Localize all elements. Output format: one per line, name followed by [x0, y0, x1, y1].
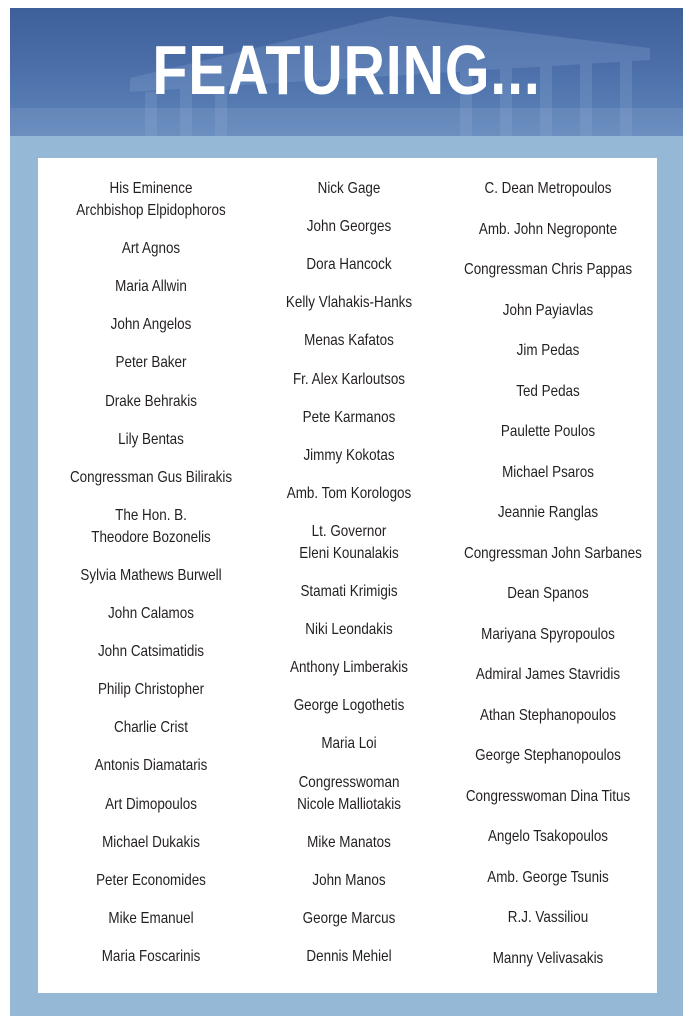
featured-name-line: Congresswoman [298, 773, 400, 791]
featured-name [68, 238, 234, 260]
featured-name [464, 340, 632, 362]
featured-name-line: Menas Kafatos [304, 332, 394, 350]
featured-name-line: John Manos [312, 871, 386, 889]
featured-name-line: Peter Baker [115, 354, 187, 372]
featured-name-line: Nicole Malliotakis [297, 795, 401, 813]
featured-name [464, 381, 632, 403]
featured-name [464, 664, 632, 686]
featured-name [68, 908, 234, 930]
featured-name [464, 583, 632, 605]
featured-name-line: Mike Emanuel [108, 909, 194, 927]
featured-name [266, 908, 432, 930]
featured-name [68, 314, 234, 336]
featured-name [266, 946, 432, 968]
featured-name [266, 772, 432, 816]
featured-name-line: Philip Christopher [97, 681, 205, 699]
featured-name-line: Antonis Diamataris [94, 757, 208, 775]
featured-name-line: George Marcus [302, 909, 396, 927]
names-column-1 [52, 158, 250, 993]
featured-name-line: John Payiavlas [502, 301, 594, 319]
featured-name [68, 467, 234, 489]
featured-name-line: Jimmy Kokotas [303, 446, 395, 464]
featured-name-line: John Angelos [110, 316, 192, 334]
featured-name [68, 717, 234, 739]
featured-name-line: Congressman Chris Pappas [464, 261, 633, 278]
featured-name [464, 300, 632, 322]
featured-name-line: Art Dimopoulos [105, 795, 197, 813]
featured-name-line: Congressman Gus Bilirakis [69, 468, 233, 486]
featured-name [68, 794, 234, 816]
featured-name-line: Charlie Crist [114, 719, 188, 737]
names-column-3 [448, 158, 648, 993]
featured-name-line: Pete Karmanos [302, 408, 396, 426]
featured-name-line: Manny Velivasakis [492, 949, 604, 967]
featured-name [68, 832, 234, 854]
featured-name [68, 870, 234, 892]
featured-name [266, 619, 432, 641]
featured-name [68, 946, 234, 968]
featured-name-line: Michael Dukakis [102, 833, 200, 851]
featured-name-line: Congressman John Sarbanes [464, 544, 642, 562]
featured-name-line: Stamati Krimigis [300, 583, 398, 600]
featured-name-line: Michael Psaros [502, 463, 594, 481]
featured-name-line: Dennis Mehiel [306, 947, 392, 965]
featured-name-line: Kelly Vlahakis-Hanks [285, 294, 413, 312]
featured-name-line: Maria Allwin [115, 278, 187, 296]
featured-name-line: Ted Pedas [516, 382, 580, 400]
featured-name [68, 352, 234, 374]
featured-name-line: Dora Hancock [306, 256, 392, 274]
featured-name-line: Maria Foscarinis [101, 947, 201, 965]
featured-name [464, 219, 632, 241]
featured-name [464, 745, 632, 767]
featured-name [464, 867, 632, 889]
featured-name [464, 178, 632, 200]
featured-name-line: Fr. Alex Karloutsos [292, 370, 406, 388]
featured-name [464, 624, 632, 646]
featured-name [464, 259, 632, 281]
featured-name [266, 407, 432, 429]
featured-name-line: Congresswoman Dina Titus [465, 787, 631, 805]
featured-name-line: Archbishop Elpidophoros [76, 202, 226, 219]
featured-name [68, 276, 234, 298]
featured-name-line: Eleni Kounalakis [299, 544, 399, 562]
featured-name [464, 907, 632, 929]
featuring-title: FEATURING... [152, 31, 541, 109]
featured-name [68, 641, 234, 663]
featured-name [266, 733, 432, 755]
featured-name-line: Lt. Governor [311, 522, 387, 540]
featured-name-line: Mike Manatos [307, 833, 391, 851]
featured-name [464, 543, 642, 565]
featured-name [266, 581, 432, 603]
featured-name-line: Drake Behrakis [105, 392, 197, 410]
featured-name [266, 483, 432, 505]
featured-name [266, 695, 432, 717]
featured-name-line: Art Agnos [121, 240, 181, 258]
featured-name [266, 657, 432, 679]
featured-name [266, 369, 432, 391]
featured-name-line: His Eminence [109, 180, 193, 197]
featured-name [266, 216, 432, 238]
featured-name-line: Lily Bentas [118, 430, 184, 448]
featured-name-line: John Catsimatidis [97, 643, 205, 661]
featured-name [68, 603, 234, 625]
featured-name-line: C. Dean Metropoulos [484, 180, 612, 197]
featured-name [266, 178, 432, 200]
featured-name [464, 705, 632, 727]
featured-name-line: R.J. Vassiliou [507, 909, 589, 926]
featured-name-line: Amb. John Negroponte [478, 220, 618, 238]
featured-name-line: Maria Loi [321, 735, 377, 753]
featured-name [68, 565, 234, 587]
featured-name [266, 254, 432, 276]
featured-name [266, 330, 432, 352]
featured-name-line: Angelo Tsakopoulos [487, 828, 609, 845]
featured-name-line: Amb. George Tsunis [487, 868, 609, 886]
featured-name-line: Niki Leondakis [305, 621, 393, 639]
featured-name [68, 391, 234, 413]
featured-name [464, 462, 632, 484]
featured-name-line: Admiral James Stavridis [475, 666, 621, 683]
featured-name [464, 948, 632, 970]
featured-name [464, 826, 632, 848]
featured-name-line: Peter Economides [96, 871, 206, 889]
featured-name [68, 755, 234, 777]
featured-name-line: Jeannie Ranglas [497, 504, 599, 521]
featured-name [266, 292, 432, 314]
names-panel [38, 158, 657, 993]
names-column-2 [250, 158, 448, 993]
featured-name-line: George Logothetis [293, 697, 405, 715]
featured-name [464, 786, 632, 808]
featured-name-line: Dean Spanos [507, 585, 589, 602]
featured-name-line: Jim Pedas [516, 342, 580, 359]
featured-name [266, 870, 432, 892]
featured-name-line: Amb. Tom Korologos [286, 484, 412, 502]
banner [10, 8, 683, 136]
featured-name-line: The Hon. B. [115, 506, 187, 524]
featured-name [68, 679, 234, 701]
featured-name-line: John Calamos [108, 605, 194, 622]
featured-name [68, 178, 234, 222]
featured-name-line: Sylvia Mathews Burwell [80, 566, 222, 584]
featured-name-line: John Georges [306, 218, 392, 236]
featured-name [266, 832, 432, 854]
featured-name-line: Athan Stephanopoulos [479, 706, 617, 724]
featured-name [266, 445, 432, 467]
featured-name [266, 521, 432, 565]
featured-name-line: Theodore Bozonelis [91, 528, 211, 546]
featured-name [464, 502, 632, 524]
featured-name-line: Anthony Limberakis [289, 659, 409, 677]
featured-name [68, 429, 234, 451]
featured-name [464, 421, 632, 443]
featured-name-line: Paulette Poulos [500, 423, 596, 440]
featured-name-line: George Stephanopoulos [475, 747, 621, 764]
featured-name-line: Mariyana Spyropoulos [481, 625, 615, 643]
featured-name [68, 505, 234, 549]
featuring-poster [10, 8, 683, 1016]
featured-name-line: Nick Gage [317, 180, 381, 197]
